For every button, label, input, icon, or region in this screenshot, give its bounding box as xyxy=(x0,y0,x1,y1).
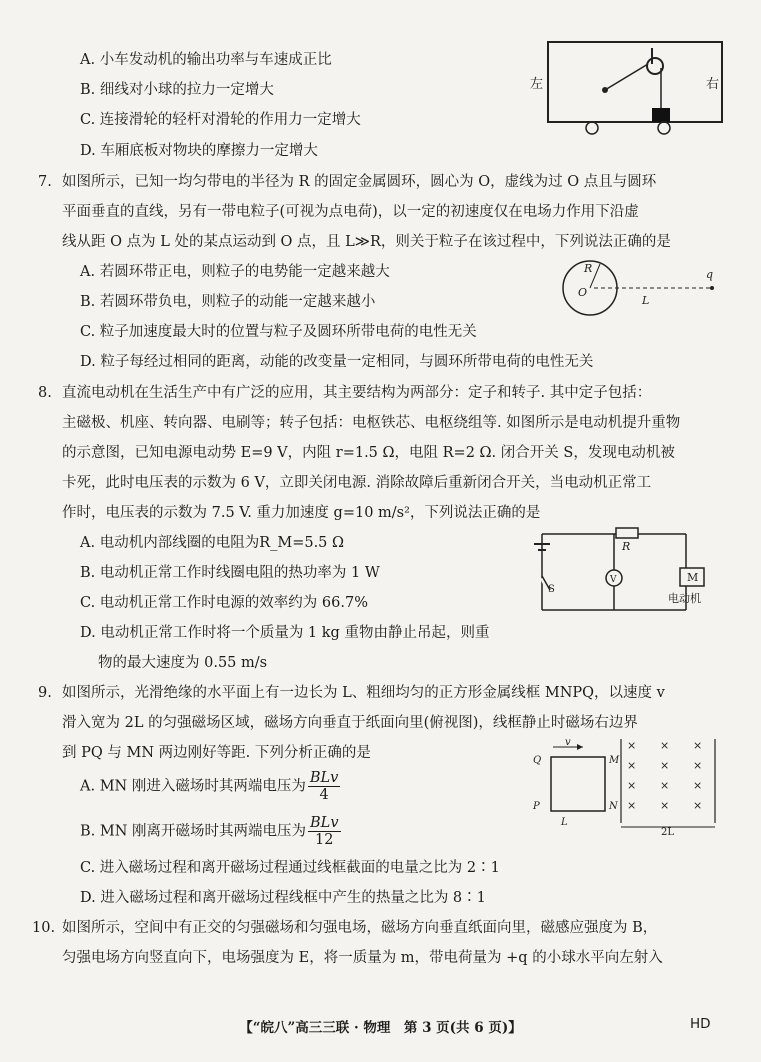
q9-option-b xyxy=(80,815,341,848)
q8-option-a: A. 电动机内部线圈的电阻为R_M=5.5 Ω xyxy=(80,535,345,551)
svg-text:×: × xyxy=(693,739,703,752)
q9-option-b-denominator: 12 xyxy=(315,832,334,848)
q8-stem-line-5: 作时，电压表的示数为 7.5 V. 重力加速度 g=10 m/s²，下列说法正确的是 xyxy=(62,505,541,521)
q9-option-b-text: B. MN 刚离开磁场时其两端电压为 xyxy=(80,823,307,840)
q8-label-v: V xyxy=(610,575,617,585)
svg-text:×: × xyxy=(660,779,670,792)
svg-text:×: × xyxy=(660,759,670,772)
q10-number: 10. xyxy=(32,920,56,936)
q7-ring-figure xyxy=(560,256,730,322)
q9-option-c: C. 进入磁场过程和离开磁场过程通过线框截面的电量之比为 2∶1 xyxy=(80,860,500,876)
q8-label-m: M xyxy=(687,571,699,584)
q9-stem-line-3: 到 PQ 与 MN 两边刚好等距. 下列分析正确的是 xyxy=(62,745,371,761)
q7-label-o: O xyxy=(578,286,588,299)
q9-option-a xyxy=(80,770,340,803)
q9-label-v: v xyxy=(565,737,571,748)
q6-option-a: A. 小车发动机的输出功率与车速成正比 xyxy=(80,52,332,68)
svg-text:×: × xyxy=(627,779,637,792)
svg-text:×: × xyxy=(627,799,637,812)
q8-option-b: B. 电动机正常工作时线圈电阻的热功率为 1 W xyxy=(80,565,380,581)
q9-label-p: P xyxy=(533,801,540,812)
q8-label-motor: 电动机 xyxy=(668,592,701,605)
q6-cart-figure xyxy=(530,30,730,138)
q7-option-c: C. 粒子加速度最大时的位置与粒子及圆环所带电荷的电性无关 xyxy=(80,324,477,340)
q9-option-d: D. 进入磁场过程和离开磁场过程线框中产生的热量之比为 8∶1 xyxy=(80,890,486,906)
page-footer: 【“皖八”高三三联 · 物理 第 3 页(共 6 页)】 xyxy=(239,1020,522,1036)
q8-label-r: R xyxy=(622,540,631,553)
q9-stem-line-1: 如图所示，光滑绝缘的水平面上有一边长为 L、粗细均匀的正方形金属线框 MNPQ，以速度 v xyxy=(62,685,665,701)
q9-option-b-fraction xyxy=(308,815,340,848)
svg-text:×: × xyxy=(693,799,703,812)
svg-text:×: × xyxy=(693,779,703,792)
q9-label-q: Q xyxy=(533,755,542,766)
q9-label-l: L xyxy=(561,817,568,828)
q8-option-d: D. 电动机正常工作时将一个质量为 1 kg 重物由静止吊起，则重 xyxy=(80,625,490,641)
q6-left-label: 左 xyxy=(530,77,544,92)
q9-option-a-fraction xyxy=(308,770,340,803)
q8-stem-line-4: 卡死，此时电压表的示数为 6 V，立即关闭电源. 消除故障后重新闭合开关，当电动机正常工 xyxy=(62,475,652,491)
q8-number: 8. xyxy=(38,385,52,401)
q10-stem-line-1: 如图所示，空间中有正交的匀强磁场和匀强电场，磁场方向垂直纸面向里，磁感应强度为 B， xyxy=(62,920,658,936)
q9-option-a-numerator: BLv xyxy=(309,770,339,786)
q8-option-c: C. 电动机正常工作时电源的效率约为 66.7% xyxy=(80,595,368,611)
q7-stem-line-2: 平面垂直的直线，另有一带电粒子(可视为点电荷)，以一定的初速度仅在电场力作用下沿虚 xyxy=(62,204,639,220)
q9-option-a-denominator: 4 xyxy=(319,787,329,803)
q8-stem-line-3: 的示意图，已知电源电动势 E=9 V，内阻 r=1.5 Ω，电阻 R=2 Ω. 闭合开关 S，发现电动机被 xyxy=(62,445,675,461)
q8-label-s: S xyxy=(548,584,555,595)
q6-option-d: D. 车厢底板对物块的摩擦力一定增大 xyxy=(80,143,318,159)
q9-number: 9. xyxy=(38,685,52,701)
q9-label-m: M xyxy=(609,755,620,766)
q9-label-n: N xyxy=(609,801,618,812)
q9-option-b-numerator: BLv xyxy=(310,815,339,831)
page-code: HD xyxy=(690,1016,711,1032)
q8-option-d-cont: 物的最大速度为 0.55 m/s xyxy=(98,655,268,671)
svg-text:×: × xyxy=(627,759,637,772)
q8-stem-line-2: 主磁极、机座、转向器、电刷等；转子包括：电枢铁芯、电枢绕组等. 如图所示是电动机提升重物 xyxy=(62,415,681,431)
svg-text:×: × xyxy=(627,739,637,752)
svg-text:×: × xyxy=(693,759,703,772)
svg-text:×: × xyxy=(660,799,670,812)
q8-stem-line-1: 直流电动机在生活生产中有广泛的应用，其主要结构为两部分：定子和转子. 其中定子包括： xyxy=(62,385,652,401)
q7-stem-line-1: 如图所示，已知一均匀带电的半径为 R 的固定金属圆环，圆心为 O，虚线为过 O 点且与圆环 xyxy=(62,174,657,190)
q6-option-b: B. 细线对小球的拉力一定增大 xyxy=(80,82,274,98)
svg-text:×: × xyxy=(660,739,670,752)
q9-label-2l: 2L xyxy=(661,827,675,835)
q6-option-c: C. 连接滑轮的轻杆对滑轮的作用力一定增大 xyxy=(80,112,361,128)
q9-stem-line-2: 滑入宽为 2L 的匀强磁场区域，磁场方向垂直于纸面向里(俯视图)，线框静止时磁场右边界 xyxy=(62,715,638,731)
q9-option-a-text: A. MN 刚进入磁场时其两端电压为 xyxy=(80,778,306,795)
q8-circuit-figure xyxy=(520,520,720,620)
q7-option-b: B. 若圆环带负电，则粒子的动能一定越来越小 xyxy=(80,294,376,310)
q7-option-d: D. 粒子每经过相同的距离，动能的改变量一定相同，与圆环所带电荷的电性无关 xyxy=(80,354,594,370)
q6-right-label: 右 xyxy=(706,77,720,92)
q7-label-r: R xyxy=(584,262,593,275)
q7-option-a: A. 若圆环带正电，则粒子的电势能一定越来越大 xyxy=(80,264,390,280)
q7-number: 7. xyxy=(38,174,52,190)
q7-label-l: L xyxy=(642,294,650,307)
q7-label-q: q xyxy=(706,268,714,281)
q9-field-figure xyxy=(525,735,725,835)
q10-stem-line-2: 匀强电场方向竖直向下，电场强度为 E，将一质量为 m，带电荷量为 +q 的小球水平向左射入 xyxy=(62,950,663,966)
q7-stem-line-3: 线从距 O 点为 L 处的某点运动到 O 点，且 L≫R，则关于粒子在该过程中，下列说法正确的是 xyxy=(62,234,671,250)
